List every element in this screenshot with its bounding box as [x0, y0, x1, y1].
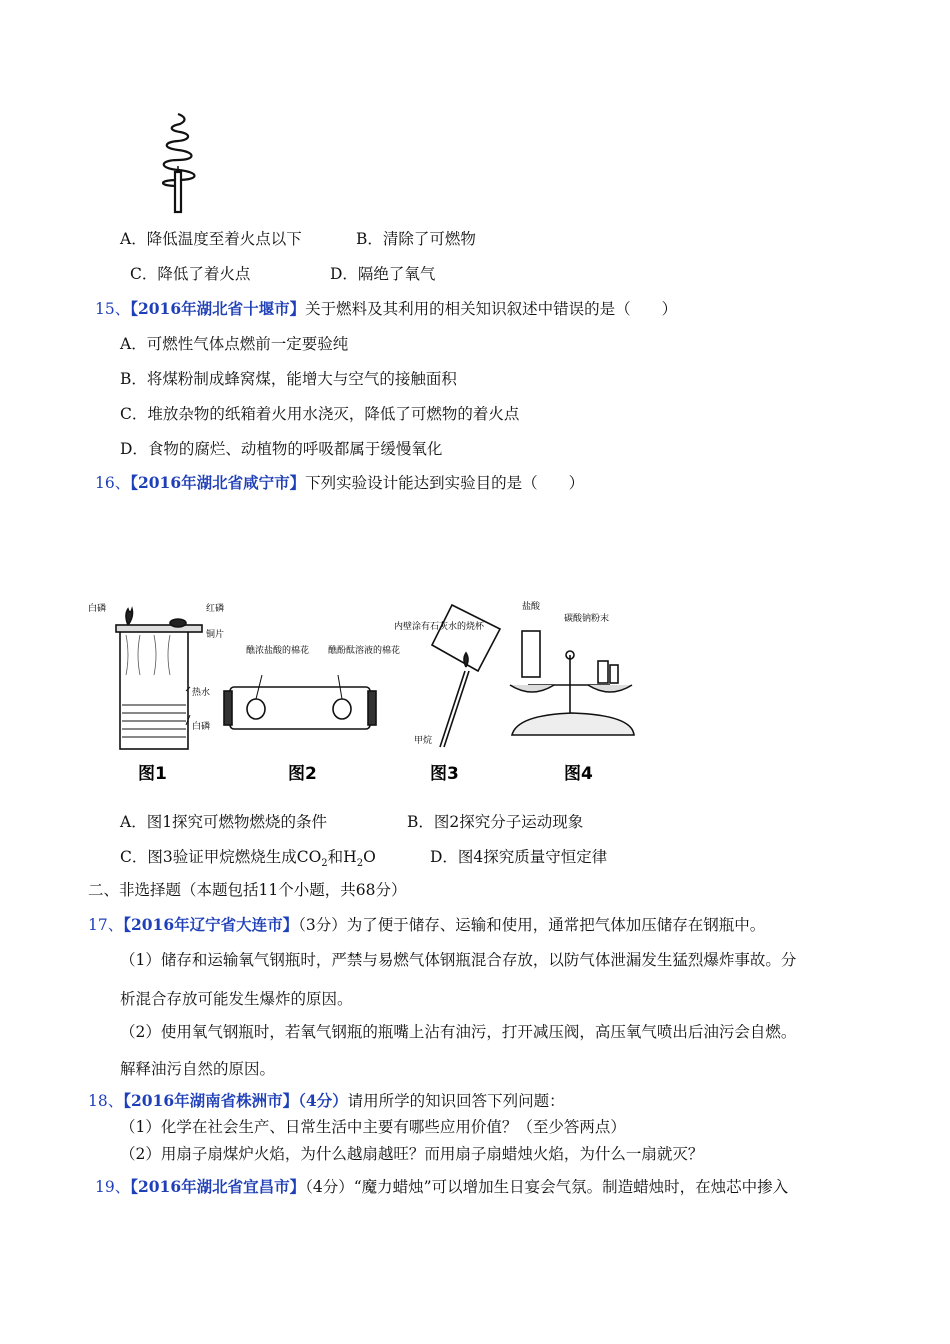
question-source: 【2016年湖南省株洲市】（4分）	[123, 1091, 348, 1110]
figure-3-label: 图3	[430, 764, 459, 784]
figure-1-beaker	[116, 609, 202, 749]
q14-option-a: A．降低温度至着火点以下	[120, 230, 302, 248]
question-source: 【2016年湖北省十堰市】	[130, 299, 306, 318]
figure-4-label: 图4	[564, 764, 593, 784]
label-methane: 甲烷	[414, 736, 433, 746]
question-stem: （3分）为了便于储存、运输和使用，通常把气体加压储存在钢瓶中。	[298, 916, 766, 934]
q15-option-d: D．食物的腐烂、动植物的呼吸都属于缓慢氧化	[120, 440, 443, 458]
label-white-phosphorus-2: 白磷	[192, 722, 211, 732]
q16-option-a: A．图1探究可燃物燃烧的条件	[120, 813, 328, 831]
question-number: 17、	[88, 916, 124, 934]
subscript: 2	[321, 858, 328, 870]
question-stem: 请用所学的知识回答下列问题：	[347, 1092, 565, 1110]
question-number: 15、	[95, 300, 131, 318]
label-hcl: 盐酸	[522, 602, 541, 612]
question-stem: （4分）“魔力蜡烛”可以增加生日宴会气氛。制造蜡烛时，在烛芯中掺入	[305, 1178, 789, 1196]
question-number: 19、	[95, 1178, 131, 1196]
label-conc-hcl: 醮浓盐酸的棉花	[246, 646, 310, 656]
question-stem: 关于燃料及其利用的相关知识叙述中错误的是（ ）	[305, 300, 678, 318]
q14-option-c: C．降低了着火点	[130, 265, 251, 283]
label-sodium-carbonate: 碳酸钠粉末	[564, 614, 610, 624]
q17-part1-line2: 析混合存放可能发生爆炸的原因。	[120, 990, 353, 1008]
q18-part1: （1）化学在社会生产、日常生活中主要有哪些应用价值？（至少答两点）	[120, 1118, 626, 1136]
question-16	[95, 471, 584, 493]
question-source: 【2016年湖北省咸宁市】	[130, 473, 306, 492]
section-heading: 二、非选择题（本题包括11个小题，共68分）	[88, 881, 407, 899]
q15-option-c: C．堆放杂物的纸箱着火用水浇灭，降低了可燃物的着火点	[120, 405, 520, 423]
q17-part1-line1: （1）储存和运输氧气钢瓶时，严禁与易燃气体钢瓶混合存放，以防气体泄漏发生猛烈爆炸事故。分	[120, 951, 797, 969]
question-stem: 下列实验设计能达到实验目的是（ ）	[305, 474, 585, 492]
question-source: 【2016年湖北省宜昌市】	[130, 1177, 306, 1196]
figure-4-balance	[510, 631, 634, 735]
figure-2-tube	[224, 675, 376, 729]
question-18	[88, 1089, 565, 1111]
question-19	[95, 1175, 788, 1197]
q14-option-b: B．清除了可燃物	[356, 230, 476, 248]
q16-option-d: D．图4探究质量守恒定律	[430, 848, 608, 866]
experiment-figures	[80, 595, 650, 790]
label-hot-water: 热水	[192, 688, 211, 698]
figure-1-label: 图1	[138, 764, 167, 784]
q15-option-b: B．将煤粉制成蜂窝煤，能增大与空气的接触面积	[120, 370, 457, 388]
label-limewater-beaker: 内壁涂有石灰水的烧杯	[394, 622, 485, 632]
coil-candle-figure	[150, 108, 210, 218]
label-white-phosphorus: 白磷	[88, 604, 107, 614]
q18-part2: （2）用扇子扇煤炉火焰，为什么越扇越旺？而用扇子扇蜡烛火焰，为什么一扇就灭？	[120, 1145, 704, 1163]
q14-option-d: D．隔绝了氧气	[330, 265, 436, 283]
question-number: 16、	[95, 474, 131, 492]
q16-option-c-mid: 和H	[327, 848, 357, 866]
question-17	[88, 913, 765, 935]
question-source: 【2016年辽宁省大连市】	[123, 915, 299, 934]
label-copper-sheet: 铜片	[206, 630, 225, 640]
subscript: 2	[356, 858, 364, 870]
question-15	[95, 297, 677, 319]
label-red-phosphorus: 红磷	[206, 604, 225, 614]
q16-option-c-end: O	[363, 848, 376, 866]
q15-option-a: A．可燃性气体点燃前一定要验纯	[120, 335, 349, 353]
q17-part2-line2: 解释油污自然的原因。	[120, 1060, 276, 1078]
q16-option-c	[120, 845, 376, 869]
question-number: 18、	[88, 1092, 124, 1110]
label-phenolphthalein: 醮酚酞溶液的棉花	[328, 646, 401, 656]
q16-option-b: B．图2探究分子运动现象	[407, 813, 584, 831]
figure-2-label: 图2	[288, 764, 317, 784]
q16-option-c-text: C．图3验证甲烷燃烧生成CO	[120, 848, 322, 866]
q17-part2-line1: （2）使用氧气钢瓶时，若氧气钢瓶的瓶嘴上沾有油污，打开减压阀，高压氧气喷出后油污会自燃。	[120, 1023, 797, 1041]
